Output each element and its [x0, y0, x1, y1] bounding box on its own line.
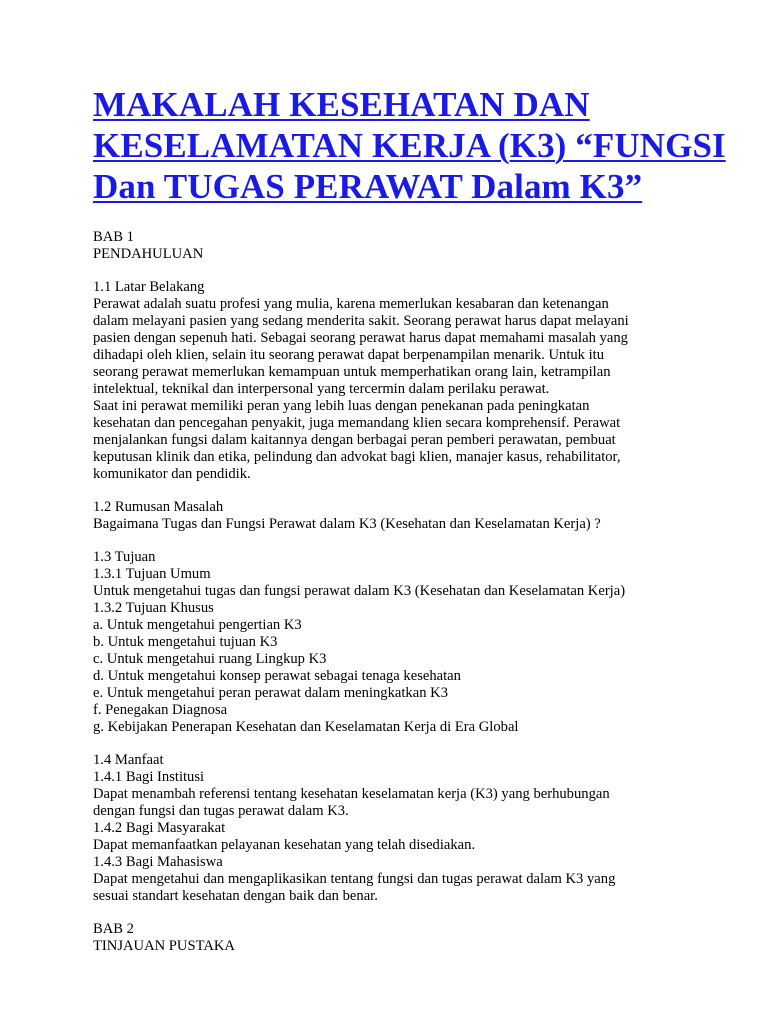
- list-item: e. Untuk mengetahui peran perawat dalam meningkatkan K3: [93, 685, 448, 701]
- list-item: b. Untuk mengetahui tujuan K3: [93, 634, 278, 650]
- section-heading: 1.4 Manfaat: [93, 752, 164, 768]
- body-line: pasien dengan sepenuh hati. Sebagai seorang perawat harus dapat memahami masalah yang: [93, 330, 628, 346]
- list-item: a. Untuk mengetahui pengertian K3: [93, 617, 302, 633]
- body-line: Perawat adalah suatu profesi yang mulia, karena memerlukan kesabaran dan ketenangan: [93, 296, 609, 312]
- body-line: seorang perawat memerlukan kemampuan untuk memperhatikan orang lain, ketrampilan: [93, 364, 611, 380]
- body-line: menjalankan fungsi dalam kaitannya dengan berbagai peran pemberi perawatan, pembuat: [93, 432, 616, 448]
- section-bab2: [93, 921, 753, 955]
- body-line: Untuk mengetahui tugas dan fungsi perawat dalam K3 (Kesehatan dan Keselamatan Kerja): [93, 583, 626, 599]
- section-tujuan: [93, 549, 753, 736]
- chapter-title: PENDAHULUAN: [93, 246, 204, 262]
- body-line: Saat ini perawat memiliki peran yang lebih luas dengan penekanan pada peningkatan: [93, 398, 590, 414]
- body-line: dihadapi oleh klien, selain itu seorang perawat dapat berpenampilan menarik. Untuk itu: [93, 347, 605, 363]
- section-heading: 1.1 Latar Belakang: [93, 279, 205, 295]
- subsection-heading: 1.3.2 Tujuan Khusus: [93, 600, 214, 616]
- section-heading: 1.2 Rumusan Masalah: [93, 499, 224, 515]
- document-title-link[interactable]: [93, 84, 753, 207]
- body-line: Dapat memanfaatkan pelayanan kesehatan yang telah disediakan.: [93, 837, 476, 853]
- body-line: dalam melayani pasien yang sedang menderita sakit. Seorang perawat harus dapat melayani: [93, 313, 629, 329]
- section-bab1: [93, 229, 753, 263]
- body-line: komunikator dan pendidik.: [93, 466, 251, 482]
- body-line: Bagaimana Tugas dan Fungsi Perawat dalam K3 (Kesehatan dan Keselamatan Kerja) ?: [93, 516, 601, 532]
- section-latar-belakang: [93, 279, 753, 483]
- section-heading: 1.3 Tujuan: [93, 549, 156, 565]
- section-manfaat: [93, 752, 753, 905]
- paragraph-gap: [93, 533, 753, 549]
- title-line: KESELAMATAN KERJA (K3) “FUNGSI: [93, 126, 726, 165]
- title-line: MAKALAH KESEHATAN DAN: [93, 85, 590, 124]
- list-item: g. Kebijakan Penerapan Kesehatan dan Keselamatan Kerja di Era Global: [93, 719, 519, 735]
- section-rumusan-masalah: [93, 499, 753, 533]
- list-item: c. Untuk mengetahui ruang Lingkup K3: [93, 651, 327, 667]
- chapter-title: TINJAUAN PUSTAKA: [93, 938, 235, 954]
- subsection-heading: 1.3.1 Tujuan Umum: [93, 566, 211, 582]
- document-page: [93, 84, 753, 955]
- subsection-heading: 1.4.3 Bagi Mahasiswa: [93, 854, 223, 870]
- list-item: f. Penegakan Diagnosa: [93, 702, 228, 718]
- body-line: dengan fungsi dan tugas perawat dalam K3.: [93, 803, 349, 819]
- body-line: keputusan klinik dan etika, pelindung dan advokat bagi klien, manajer kasus, rehabilitator,: [93, 449, 621, 465]
- paragraph-gap: [93, 736, 753, 752]
- body-line: Dapat menambah referensi tentang kesehatan keselamatan kerja (K3) yang berhubungan: [93, 786, 610, 802]
- chapter-number: BAB 2: [93, 921, 134, 937]
- subsection-heading: 1.4.1 Bagi Institusi: [93, 769, 205, 785]
- paragraph-gap: [93, 483, 753, 499]
- chapter-number: BAB 1: [93, 229, 134, 245]
- body-line: intelektual, teknikal dan interpersonal yang tercermin dalam perilaku perawat.: [93, 381, 550, 397]
- paragraph-gap: [93, 263, 753, 279]
- body-line: sesuai standart kesehatan dengan baik dan benar.: [93, 888, 378, 904]
- paragraph-gap: [93, 905, 753, 921]
- subsection-heading: 1.4.2 Bagi Masyarakat: [93, 820, 226, 836]
- document-body: [93, 229, 753, 955]
- body-line: Dapat mengetahui dan mengaplikasikan tentang fungsi dan tugas perawat dalam K3 yang: [93, 871, 616, 887]
- list-item: d. Untuk mengetahui konsep perawat sebagai tenaga kesehatan: [93, 668, 461, 684]
- title-line: Dan TUGAS PERAWAT Dalam K3”: [93, 167, 643, 206]
- body-line: kesehatan dan pencegahan penyakit, juga memandang klien secara komprehensif. Perawat: [93, 415, 621, 431]
